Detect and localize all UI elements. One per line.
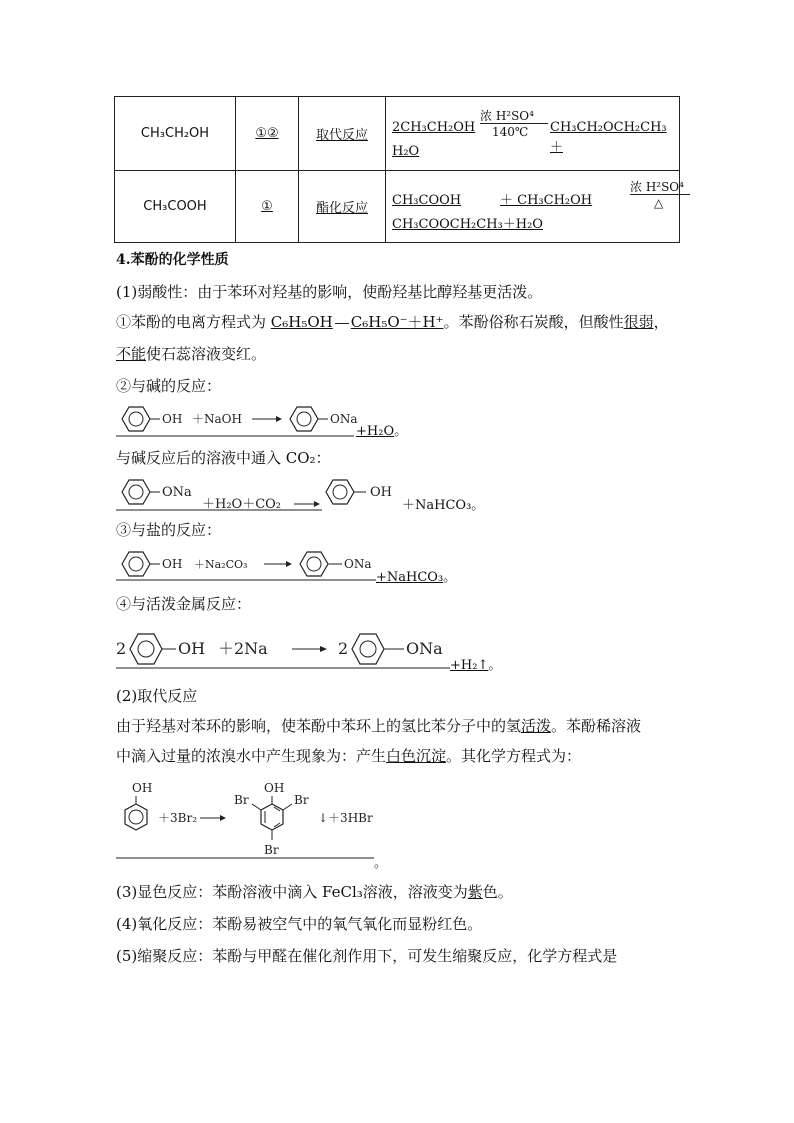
paragraph: 不能使石蕊溶液变红。 (116, 345, 267, 363)
table-row (115, 97, 680, 171)
benzene-ring-icon (300, 552, 328, 576)
product-label: ↓＋3HBr (318, 811, 373, 825)
paragraph: 由于羟基对苯环的影响，使苯酚中苯环上的氢比苯分子中的氢活泼。苯酚稀溶液 (116, 717, 642, 735)
bond-cell: ①② (236, 97, 299, 171)
paragraph: ②与碱的反应： (116, 377, 222, 395)
equation-phenol-sodium (114, 624, 454, 670)
paragraph: (3)显色反应：苯酚溶液中滴入 FeCl₃溶液，溶液变为紫色。 (116, 883, 513, 901)
reaction-arrow (630, 194, 690, 195)
ona-label: ONa (162, 485, 192, 500)
reagent-label: ＋2Na (218, 639, 268, 658)
paragraph: ③与盐的反应： (116, 521, 222, 539)
reagent-label: ＋H₂O＋CO₂ (202, 497, 282, 512)
paragraph: (5)缩聚反应：苯酚与甲醛在催化剂作用下，可发生缩聚反应，化学方程式是 (116, 947, 618, 965)
oh-label: OH (162, 557, 183, 571)
equation-phenoxide-co2 (114, 474, 414, 514)
equation-cell: CH₃COOH ＋ CH₃CH₂OH 浓 H²SO⁴ △ CH₃COOCH₂CH₃＋H₂O (386, 171, 680, 243)
reagent-label: ＋3Br₂ (158, 811, 198, 825)
br-label: Br (264, 843, 279, 857)
paragraph: 中滴入过量的浓溴水中产生现象为：产生白色沉淀。其化学方程式为： (116, 747, 582, 765)
type-cell: 取代反应 (299, 97, 386, 171)
benzene-ring-icon (352, 634, 384, 664)
svg-text:2: 2 (116, 639, 127, 658)
type-cell: 酯化反应 (299, 171, 386, 243)
svg-text:2: 2 (338, 639, 349, 658)
benzene-ring-icon (122, 407, 150, 431)
reagent-label: ＋Na₂CO₃ (194, 558, 248, 571)
benzene-ring-icon (326, 480, 354, 504)
equilibrium-arrow (335, 323, 349, 324)
paragraph: ④与活泼金属反应： (116, 595, 252, 613)
paragraph: 与碱反应后的溶液中通入 CO₂： (116, 449, 331, 467)
reaction-table (114, 96, 684, 243)
benzene-ring-icon (130, 634, 162, 664)
equation-phenol-na2co3 (114, 548, 414, 584)
benzene-ring-icon (122, 552, 150, 576)
ona-label: ONa (330, 412, 358, 426)
reactant-cell: CH₃CH₂OH (115, 97, 236, 171)
reaction-arrow (480, 123, 548, 124)
reactant-cell: CH₃COOH (115, 171, 236, 243)
br-label: Br (294, 793, 309, 807)
benzene-ring-icon (290, 407, 318, 431)
benzene-ring-icon (125, 804, 147, 830)
paragraph: (4)氧化反应：苯酚易被空气中的氧气氧化而显粉红色。 (116, 915, 483, 933)
oh-label: OH (370, 485, 392, 500)
reagent-label: ＋NaOH (192, 412, 242, 426)
benzene-ring-icon (261, 804, 283, 830)
oh-label: OH (162, 412, 183, 426)
oh-label: OH (264, 781, 285, 795)
paragraph: (2)取代反应 (116, 687, 198, 705)
paragraph: (1)弱酸性：由于苯环对羟基的影响，使酚羟基比醇羟基更活泼。 (116, 283, 543, 301)
bond-cell: ① (236, 171, 299, 243)
ona-label: ONa (344, 557, 372, 571)
oh-label: OH (132, 781, 153, 795)
table-row (115, 171, 680, 243)
paragraph: ①苯酚的电离方程式为 C₆H₅OH C₆H₅O⁻＋H⁺。苯酚俗称石炭酸，但酸性很弱， (116, 313, 669, 331)
equation-bromination (114, 778, 414, 860)
benzene-ring-icon (122, 480, 150, 504)
section-title: 4.苯酚的化学性质 (116, 252, 229, 268)
oh-label: OH (178, 639, 206, 658)
br-label: Br (234, 793, 249, 807)
equation-cell: 2CH₃CH₂OH 浓 H²SO⁴ 140℃ CH₃CH₂OCH₂CH₃ ＋ H₂O (386, 97, 680, 171)
ona-label: ONa (406, 639, 443, 658)
